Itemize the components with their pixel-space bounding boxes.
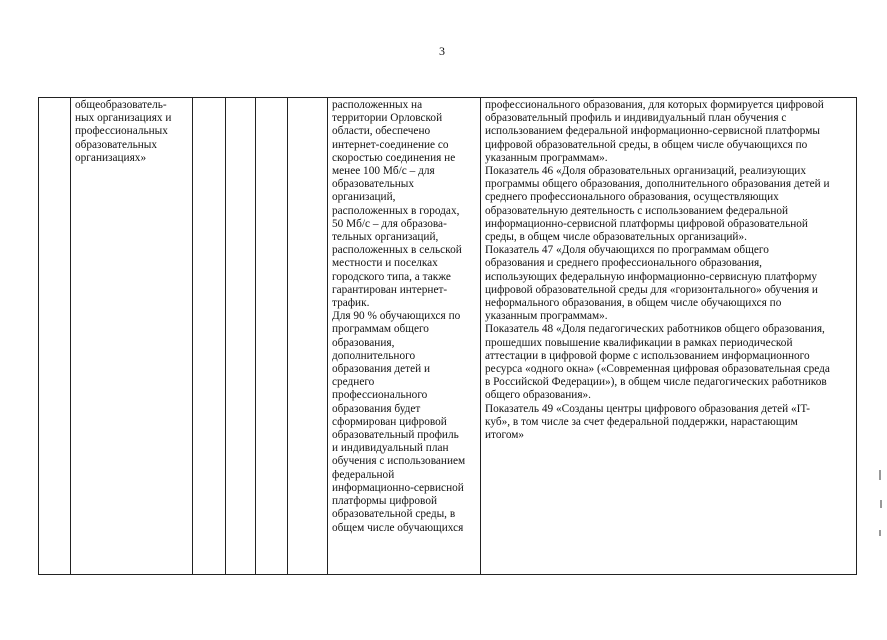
document-table [38,97,857,575]
empty-cell-1 [193,98,226,575]
empty-cell-3 [256,98,288,575]
empty-cell-4 [288,98,328,575]
scan-artifact [879,530,881,536]
indicators-cell [481,98,857,575]
empty-cell-2 [226,98,256,575]
project-name-cell [71,98,193,575]
indicators-text: профессионального образования, для которых формируется цифровой образовательный профиль и индивидуальный план обучения с использованием федеральной информационно-сервисной платформы цифровой образовательной среды, в общем числе обучающихся по указанным программам». Показатель 46 «Доля образовательных организаций, реализующих программы общего образования, дополнительного образования детей и среднего профессионального образования, осуществляющих образовательную деятельность с использованием федеральной информационно-сервисной платформы цифровой образовательной среды, в общем числе образовательных организаций». Показатель 47 «Доля обучающихся по программам общего образования и среднего профессионального образования, использующих федеральную информационно-сервисную платформу цифровой образовательной среды для «горизонтального» обучения и неформального образования, в общем числе обучающихся по указанным программам». Показатель 48 «Доля педагогических работников общего образования, прошедших повышение квалификации в рамках периодической аттестации в цифровой форме с использованием информационного ресурса «одного окна» («Современная цифровая образовательная среда в Российской Федерации»), в общем числе педагогических работников общего образования». Показатель 49 «Созданы центры цифрового образования детей «IT- куб», в том числе за счет федеральной поддержки, нарастающим итогом» [485,99,830,442]
project-name-text: общеобразователь- ных организациях и профессиональных образовательных организациях» [75,99,172,164]
scan-artifact [879,470,881,480]
result-text: расположенных на территории Орловской области, обеспечено интернет-соединение со скоростью соединения не менее 100 Мб/с – для образовательных организаций, расположенных в городах, 50 Мб/с – для образова- тельных организаций, расположенных в сельской местности и поселках городского типа, а также гарантирован интернет- трафик. Для 90 % обучающихся по программам общего образования, дополнительного образования детей и среднего профессионального образования будет сформирован цифровой образовательный профиль и индивидуальный план обучения с использованием федеральной информационно-сервисной платформы цифровой образовательной среды, в общем числе обучающихся [332,99,466,534]
scan-artifact [880,500,882,508]
result-cell [328,98,481,575]
row-number-cell [39,98,71,575]
page-number: 3 [439,44,445,58]
table-row [39,98,857,575]
